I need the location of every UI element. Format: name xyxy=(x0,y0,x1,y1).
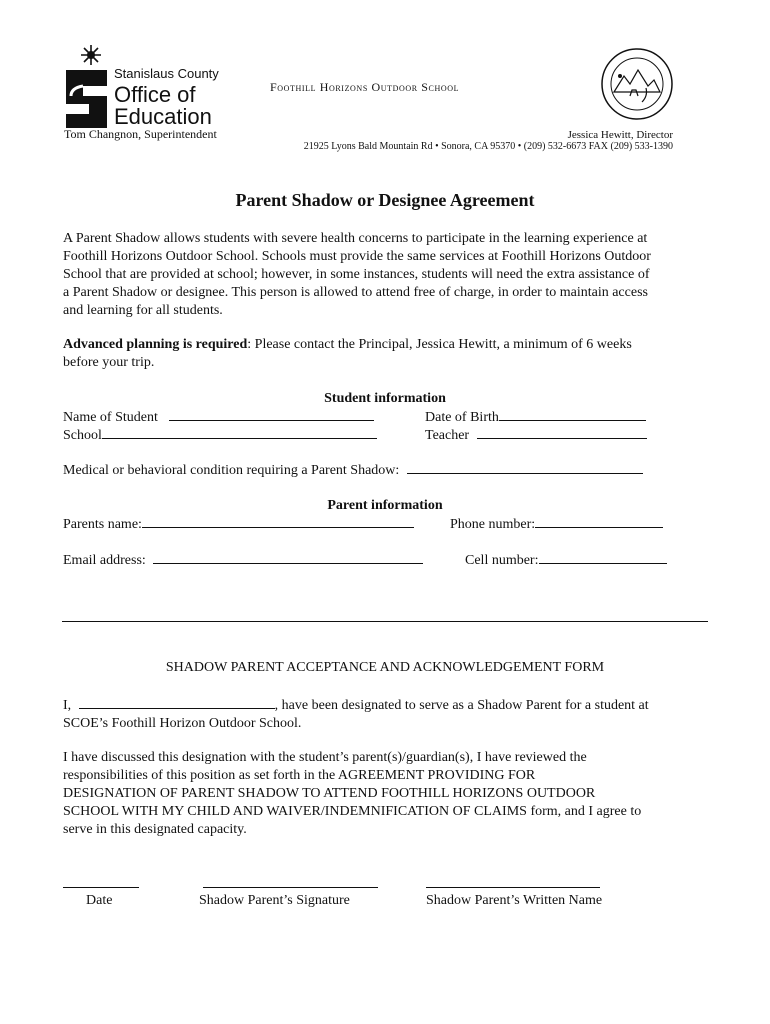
cell-number-label: Cell number: xyxy=(465,553,539,568)
acknowledgement-paragraph xyxy=(63,749,641,839)
medical-condition-label: Medical or behavioral condition requiring a Parent Shadow: xyxy=(63,463,400,478)
ack-line: serve in this designated capacity. xyxy=(63,822,247,837)
designation-prefix: I, xyxy=(63,698,72,713)
teacher-label: Teacher xyxy=(425,428,470,443)
scoe-logo xyxy=(60,44,260,144)
email-label: Email address: xyxy=(63,553,146,568)
cell-number-line[interactable] xyxy=(539,551,667,564)
designation-paragraph xyxy=(63,696,649,733)
designation-line2: SCOE’s Foothill Horizon Outdoor School. xyxy=(63,716,302,731)
written-name-signature-line[interactable] xyxy=(426,887,600,888)
planning-note xyxy=(63,336,632,372)
intro-line: and learning for all students. xyxy=(63,303,223,318)
shadow-parent-signature-line[interactable] xyxy=(203,887,378,888)
name-of-student-label: Name of Student xyxy=(63,410,158,425)
cell-number-field[interactable] xyxy=(465,551,667,570)
designation-rest: , have been designated to serve as a Shadow Parent for a student at xyxy=(274,698,649,713)
ack-line: responsibilities of this position as set forth in the AGREEMENT PROVIDING FOR xyxy=(63,768,536,783)
parents-name-field[interactable] xyxy=(63,515,414,534)
org-line2: Office of xyxy=(114,82,196,107)
section-divider xyxy=(62,621,708,622)
date-signature-line[interactable] xyxy=(63,887,139,888)
designee-name-line[interactable] xyxy=(79,696,275,709)
intro-paragraph xyxy=(63,230,651,320)
teacher-field[interactable] xyxy=(425,426,647,445)
student-info-heading: Student information xyxy=(324,391,446,406)
medical-condition-line[interactable] xyxy=(407,461,643,474)
school-label: School xyxy=(63,428,102,443)
ack-line: I have discussed this designation with the student’s parent(s)/guardian(s), I have reviewed the xyxy=(63,750,587,765)
school-line[interactable] xyxy=(102,426,377,439)
intro-line: a Parent Shadow or designee. This person is allowed to attend free of charge, in order to maintain access xyxy=(63,285,648,300)
shadow-parent-signature-caption: Shadow Parent’s Signature xyxy=(199,893,350,908)
parents-name-line[interactable] xyxy=(142,515,414,528)
ack-line: SCHOOL WITH MY CHILD AND WAIVER/INDEMNIFICATION OF CLAIMS form, and I agree to xyxy=(63,804,642,819)
date-of-birth-field[interactable] xyxy=(425,408,646,427)
planning-bold: Advanced planning is required xyxy=(63,337,248,352)
starburst-icon xyxy=(80,44,102,66)
director: Jessica Hewitt, Director xyxy=(567,129,673,141)
name-of-student-field[interactable] xyxy=(63,408,374,427)
parents-name-label: Parents name: xyxy=(63,517,142,532)
school-field[interactable] xyxy=(63,426,377,445)
ack-line: DESIGNATION OF PARENT SHADOW TO ATTEND FOOTHILL HORIZONS OUTDOOR xyxy=(63,786,596,801)
planning-rest: : Please contact the Principal, Jessica Hewitt, a minimum of 6 weeks xyxy=(247,337,632,352)
phone-number-line[interactable] xyxy=(535,515,663,528)
teacher-line[interactable] xyxy=(477,426,647,439)
date-caption: Date xyxy=(86,893,113,908)
email-field[interactable] xyxy=(63,551,423,570)
org-line3: Education xyxy=(114,104,212,129)
intro-line: School that are provided at school; however, in some instances, students will need the extra assistance of xyxy=(63,267,650,282)
medical-condition-field[interactable] xyxy=(63,461,643,480)
s-mark-icon xyxy=(63,66,109,130)
intro-line: A Parent Shadow allows students with severe health concerns to participate in the learning experience at xyxy=(63,231,648,246)
phone-number-label: Phone number: xyxy=(450,517,536,532)
phone-number-field[interactable] xyxy=(450,515,663,534)
form-title: SHADOW PARENT ACCEPTANCE AND ACKNOWLEDGEMENT FORM xyxy=(165,660,605,675)
written-name-caption: Shadow Parent’s Written Name xyxy=(426,893,603,908)
intro-line: Foothill Horizons Outdoor School. Schools must provide the same services at Foothill Horizons Outdoor xyxy=(63,249,651,264)
email-line[interactable] xyxy=(153,551,423,564)
org-line1: Stanislaus County xyxy=(114,66,219,81)
school-seal-icon xyxy=(600,46,674,122)
superintendent: Tom Changnon, Superintendent xyxy=(64,127,217,141)
date-of-birth-line[interactable] xyxy=(499,408,646,421)
name-of-student-line[interactable] xyxy=(169,408,374,421)
address-line: 21925 Lyons Bald Mountain Rd • Sonora, CA 95370 • (209) 532-6673 FAX (209) 533-1390 xyxy=(303,141,673,152)
planning-line2: before your trip. xyxy=(63,355,155,370)
school-name: Foothill Horizons Outdoor School xyxy=(270,80,460,94)
page-title: Parent Shadow or Designee Agreement xyxy=(235,190,535,210)
date-of-birth-label: Date of Birth xyxy=(425,410,499,425)
parent-info-heading: Parent information xyxy=(327,498,443,513)
